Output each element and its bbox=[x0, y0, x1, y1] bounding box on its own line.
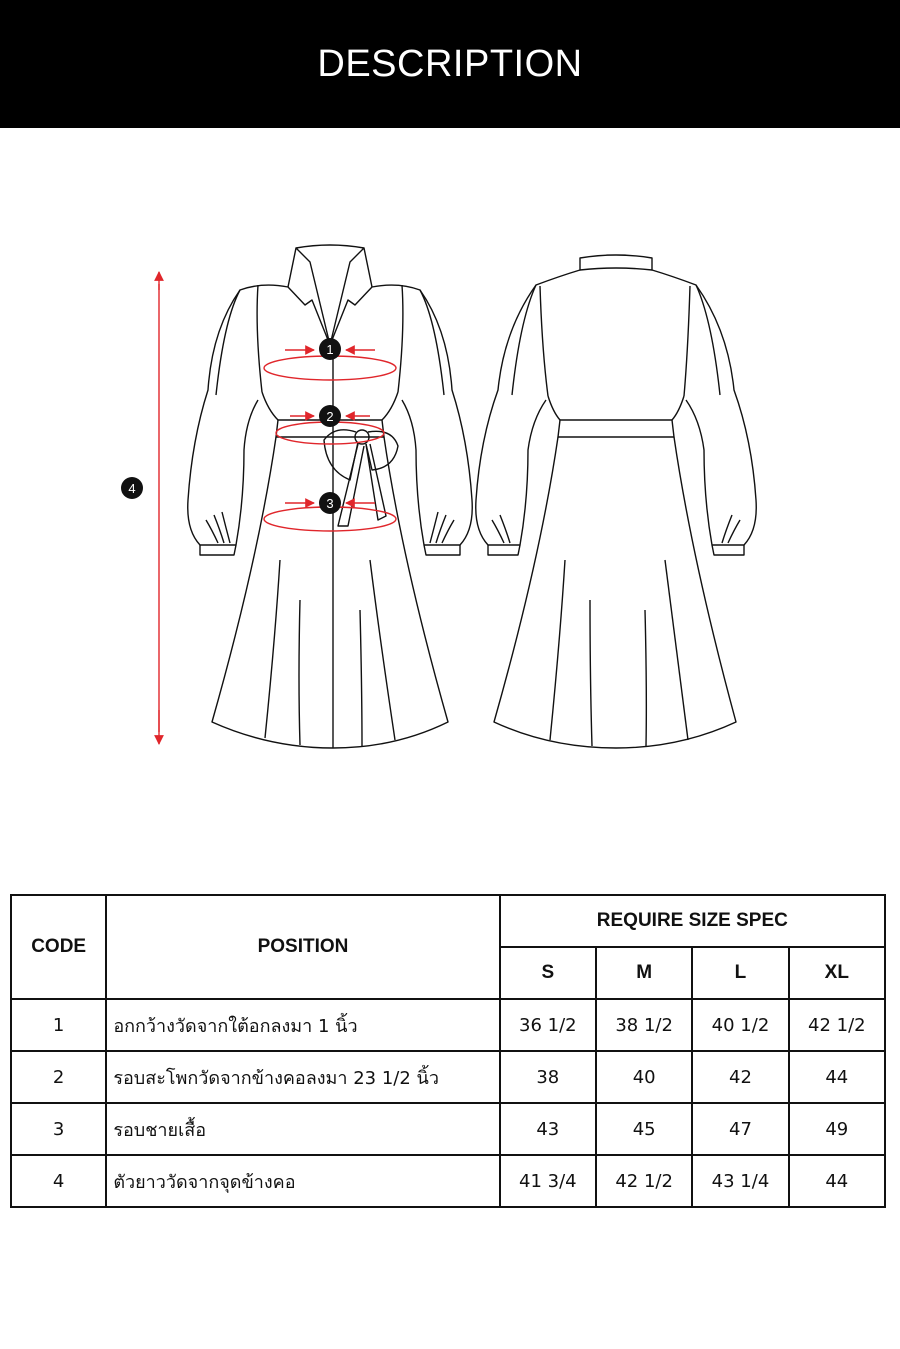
table-row bbox=[11, 1051, 885, 1103]
marker-3 bbox=[319, 492, 341, 514]
svg-text:4: 4 bbox=[128, 481, 136, 496]
row-value-m: 38 1/2 bbox=[596, 999, 692, 1051]
row-code: 4 bbox=[11, 1155, 106, 1207]
row-value-m: 42 1/2 bbox=[596, 1155, 692, 1207]
size-header-l: L bbox=[692, 947, 788, 999]
svg-text:2: 2 bbox=[326, 409, 334, 424]
row-position: ตัวยาววัดจากจุดข้างคอ bbox=[106, 1155, 499, 1207]
row-value-s: 41 3/4 bbox=[500, 1155, 596, 1207]
svg-text:1: 1 bbox=[326, 342, 334, 357]
row-value-l: 42 bbox=[692, 1051, 788, 1103]
size-header-s: S bbox=[500, 947, 596, 999]
size-header-m: M bbox=[596, 947, 692, 999]
code-header: CODE bbox=[11, 895, 106, 999]
page-header bbox=[0, 0, 900, 128]
row-code: 1 bbox=[11, 999, 106, 1051]
page-title: DESCRIPTION bbox=[317, 43, 583, 85]
row-value-l: 43 1/4 bbox=[692, 1155, 788, 1207]
row-position: รอบชายเสื้อ bbox=[106, 1103, 499, 1155]
size-spec-table bbox=[10, 894, 886, 1208]
row-code: 2 bbox=[11, 1051, 106, 1103]
table-row bbox=[11, 1103, 885, 1155]
marker-2 bbox=[319, 405, 341, 427]
row-value-xl: 49 bbox=[789, 1103, 885, 1155]
back-dress-drawing bbox=[476, 255, 757, 748]
measurement-guides bbox=[159, 272, 396, 744]
row-value-xl: 44 bbox=[789, 1155, 885, 1207]
row-value-s: 38 bbox=[500, 1051, 596, 1103]
spec-header: REQUIRE SIZE SPEC bbox=[500, 895, 885, 947]
row-position: อกกว้างวัดจากใต้อกลงมา 1 นิ้ว bbox=[106, 999, 499, 1051]
table-header-row bbox=[11, 895, 885, 947]
row-value-l: 40 1/2 bbox=[692, 999, 788, 1051]
row-position: รอบสะโพกวัดจากข้างคอลงมา 23 1/2 นิ้ว bbox=[106, 1051, 499, 1103]
garment-illustration bbox=[0, 128, 900, 888]
marker-1 bbox=[319, 338, 341, 360]
row-value-l: 47 bbox=[692, 1103, 788, 1155]
table-row bbox=[11, 1155, 885, 1207]
row-code: 3 bbox=[11, 1103, 106, 1155]
table-row bbox=[11, 999, 885, 1051]
row-value-xl: 42 1/2 bbox=[789, 999, 885, 1051]
size-header-xl: XL bbox=[789, 947, 885, 999]
row-value-xl: 44 bbox=[789, 1051, 885, 1103]
row-value-m: 45 bbox=[596, 1103, 692, 1155]
marker-4 bbox=[121, 477, 143, 499]
svg-text:3: 3 bbox=[326, 496, 334, 511]
position-header: POSITION bbox=[106, 895, 499, 999]
row-value-s: 36 1/2 bbox=[500, 999, 596, 1051]
row-value-m: 40 bbox=[596, 1051, 692, 1103]
row-value-s: 43 bbox=[500, 1103, 596, 1155]
